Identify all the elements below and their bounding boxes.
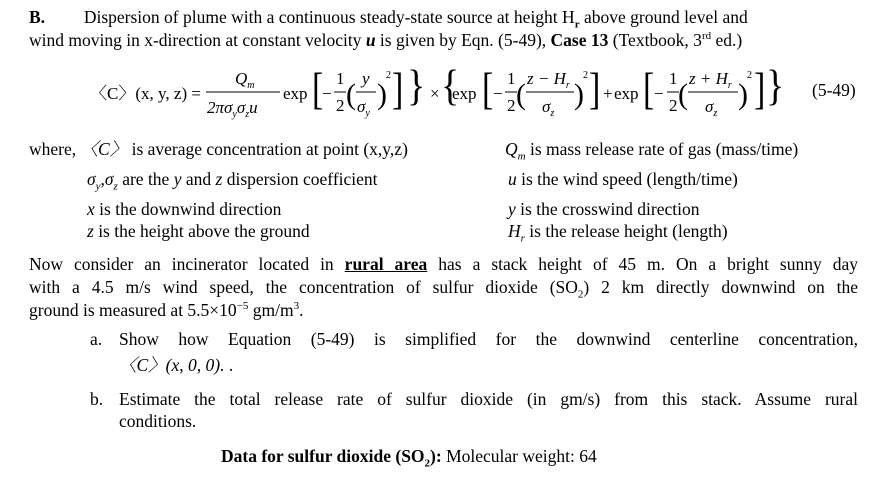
eq-z-plus-h: $z + H_r$	[689, 69, 732, 91]
def-sigma-desc-c: dispersion coefficient	[222, 169, 378, 189]
def-y-symbol: y	[508, 199, 516, 219]
eq-lbracket-1: [	[312, 64, 324, 114]
def-c-symbol: 〈C〉	[80, 139, 128, 159]
scenario-line-1	[29, 253, 858, 275]
eq-plus: +	[603, 84, 613, 103]
eq-sig-z-1: $\sigma_z$	[542, 97, 555, 119]
def-sigma-z-sub: z	[113, 180, 118, 193]
intro-text-2d: ed.)	[711, 30, 743, 50]
def-c	[29, 138, 408, 160]
eq-y: y	[362, 69, 370, 88]
def-z-symbol: z	[87, 221, 94, 241]
data-molecular-weight: Molecular weight: 64	[441, 446, 597, 466]
intro-text-2a: wind moving in x-direction at constant velocity	[29, 30, 366, 50]
eq-exp-1: exp	[283, 84, 308, 103]
data-line	[221, 445, 597, 470]
def-z-desc: is the height above the ground	[93, 221, 310, 241]
eq-rbrace-3: }	[766, 60, 785, 110]
eq-rbracket-2: ]	[589, 64, 601, 114]
intro-text-1: Dispersion of plume with a continuous steady-state source at height H	[83, 7, 575, 27]
def-h-desc: is the release height (length)	[524, 221, 728, 241]
eq-lbrace-2: {	[441, 60, 460, 110]
eq-qm: $Q_m$	[235, 69, 255, 91]
part-a-formula-text: 〈C〉(x, 0, 0).	[119, 355, 225, 375]
eq-lhs: 〈C〉(x, y, z) =	[90, 84, 201, 103]
eq-rbracket-1: ]	[392, 64, 404, 114]
data-label-b: ):	[430, 446, 442, 466]
def-sigma-z-var: z	[215, 169, 223, 189]
def-q-desc: is mass release rate of gas (mass/time)	[525, 139, 799, 159]
def-z	[87, 220, 310, 242]
scenario-1b: has a stack height of 45 m. On a bright sunny day	[427, 254, 858, 274]
def-u-desc: is the wind speed (length/time)	[516, 169, 738, 189]
eq-minus-1: −	[322, 84, 332, 103]
part-a-formula	[119, 354, 233, 376]
intro-text-2c: (Textbook, 3	[608, 30, 702, 50]
scenario-2a: with a 4.5 m/s wind speed, the concentration of sulfur dioxide (SO	[29, 277, 578, 297]
def-qm	[505, 138, 799, 163]
def-h	[508, 220, 728, 245]
intro-var-u: u	[365, 30, 376, 50]
eq-sig-y: $\sigma_y$	[357, 97, 370, 119]
def-where: where,	[29, 139, 81, 159]
scenario-line-2	[29, 276, 859, 301]
eq-half-num-3: 1	[669, 69, 678, 88]
def-x-desc: is the downwind direction	[94, 199, 282, 219]
data-label-a: Data for sulfur dioxide (SO	[221, 446, 425, 466]
eq-lbracket-2: [	[482, 64, 494, 114]
problem-label: B.	[29, 7, 46, 27]
def-sigma-y-sub: y	[95, 180, 101, 193]
equation-number: (5-49)	[812, 80, 856, 100]
case-label: Case 13	[550, 30, 609, 50]
def-h-symbol: H	[508, 221, 521, 241]
eq-lparen-2: (	[516, 78, 526, 111]
def-c-desc: is average concentration at point (x,y,z)	[127, 139, 408, 159]
scenario-line-3	[29, 299, 304, 321]
problem-heading	[29, 6, 748, 31]
def-sigma-desc-b: and	[181, 169, 216, 189]
eq-half-den-2: 2	[507, 96, 516, 115]
eq-sig-z-2: $\sigma_z$	[705, 97, 718, 119]
def-x-symbol: x	[87, 199, 95, 219]
eq-power-2: 2	[583, 70, 588, 81]
eq-half-num-2: 1	[507, 69, 516, 88]
problem-intro-line-2	[29, 29, 742, 51]
def-q-sub: m	[517, 150, 526, 163]
eq-half-num-1: 1	[336, 69, 345, 88]
eq-minus-3: −	[654, 84, 664, 103]
def-y-desc: is the crosswind direction	[515, 199, 700, 219]
eq-rparen-2: )	[574, 78, 584, 111]
data-so2-sub: 2	[424, 457, 431, 470]
part-b-text-2: conditions.	[119, 411, 197, 431]
def-x	[87, 198, 281, 220]
scenario-2b: ) 2 km directly downwind on the	[583, 277, 859, 297]
def-sigma-desc-a: are the	[117, 169, 174, 189]
eq-lparen-3: (	[678, 78, 688, 111]
def-sigma	[87, 168, 378, 193]
scenario-3c: .	[299, 300, 304, 320]
part-a-text: Show how Equation (5-49) is simplified for the downwind centerline concentration,	[119, 329, 858, 349]
exponent-3: 3	[293, 300, 300, 313]
def-q-symbol: Q	[505, 139, 518, 159]
def-sigma-y: σ	[87, 169, 96, 189]
part-a-dot: .	[224, 355, 234, 375]
def-sigma-y-var: y	[173, 169, 182, 189]
def-u	[508, 168, 738, 190]
def-h-sub: r	[520, 232, 525, 245]
eq-lbracket-3: [	[643, 64, 655, 114]
eq-rbracket-3: ]	[754, 64, 766, 114]
eq-lparen-1: (	[346, 78, 356, 111]
eq-z-minus-h: $z - H_r$	[527, 69, 570, 91]
intro-text-1-end: above ground level and	[579, 7, 748, 27]
def-y	[508, 198, 700, 220]
part-b-text-1: Estimate the total release rate of sulfur dioxide (in gm/s) from this stack. Assume rural	[119, 389, 858, 409]
eq-times: ×	[430, 84, 440, 103]
part-b-label: b.	[90, 389, 104, 409]
eq-minus-2: −	[493, 84, 503, 103]
edition-sup: rd	[701, 30, 712, 43]
scenario-3a: ground is measured at 5.5×10	[29, 300, 237, 320]
eq-rbrace-1: }	[407, 60, 426, 110]
so2-sub: 2	[577, 288, 584, 301]
eq-rparen-3: )	[738, 78, 748, 111]
eq-rparen-1: )	[377, 78, 387, 111]
def-sigma-z: σ	[104, 169, 114, 189]
eq-denominator: $2\pi\sigma_y\sigma_zu$	[207, 98, 258, 120]
eq-exp-2: exp	[452, 84, 477, 103]
scenario-3b: gm/m	[248, 300, 294, 320]
eq-half-den-1: 2	[336, 96, 345, 115]
eq-half-den-3: 2	[669, 96, 678, 115]
intro-text-2b: is given by Eqn. (5-49),	[375, 30, 551, 50]
rural-area-text: rural area	[344, 254, 428, 274]
eq-power-1: 2	[386, 70, 391, 81]
def-u-symbol: u	[508, 169, 517, 189]
equation-5-49	[90, 58, 800, 130]
def-sigma-comma: ,	[100, 169, 105, 189]
eq-power-3: 2	[747, 70, 752, 81]
exponent-neg5: −5	[236, 300, 249, 313]
scenario-1a: Now consider an incinerator located in	[29, 254, 345, 274]
intro-hr-sub: r	[574, 18, 580, 31]
part-a-label: a.	[90, 329, 103, 349]
eq-exp-3: exp	[614, 84, 639, 103]
